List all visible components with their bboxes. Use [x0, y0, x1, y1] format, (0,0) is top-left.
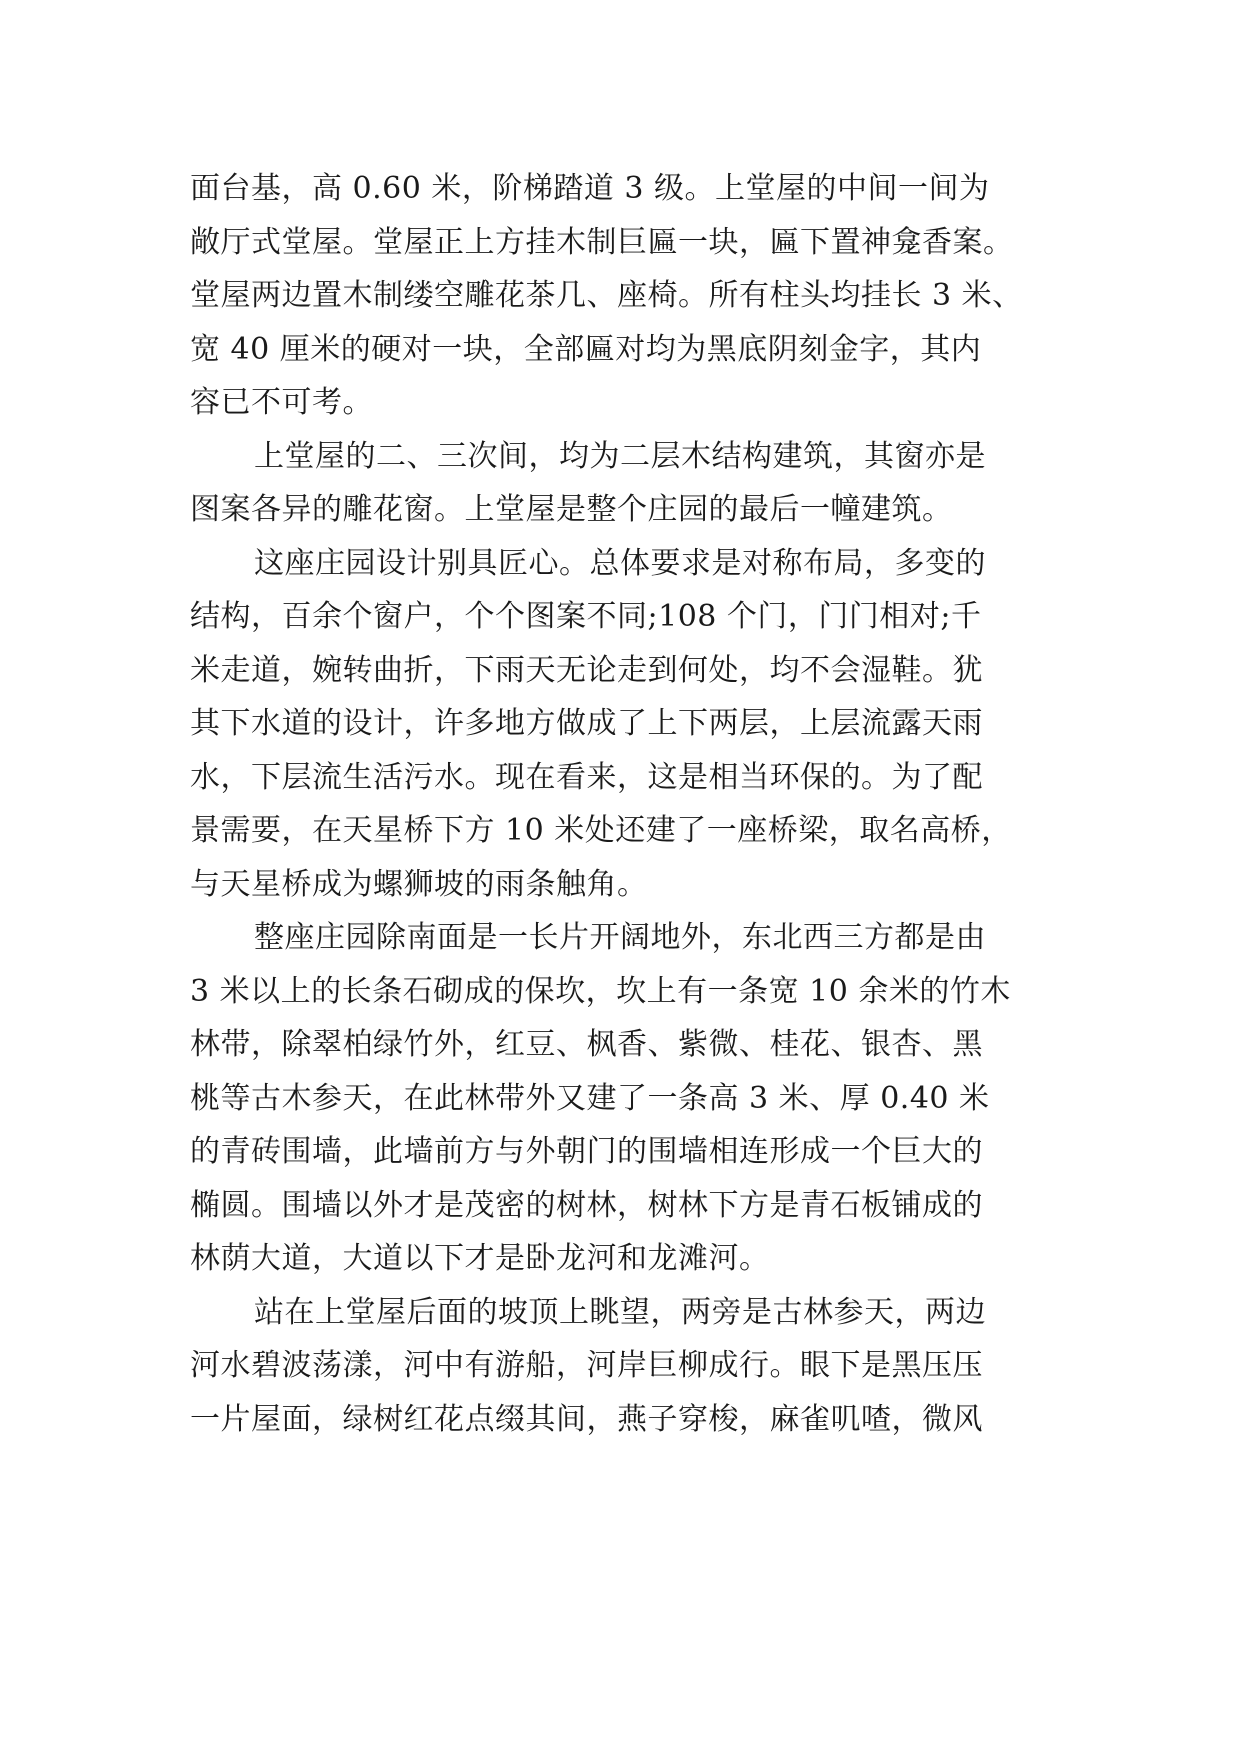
text-line: 敞厅式堂屋。堂屋正上方挂木制巨匾一块，匾下置神龛香案。	[190, 224, 1014, 260]
body-text	[190, 162, 1070, 1446]
text-line: 与天星桥成为螺狮坡的雨条触角。	[190, 866, 648, 902]
text-line: 林荫大道，大道以下才是卧龙河和龙滩河。	[190, 1241, 770, 1276]
text-line: 景需要，在天星桥下方 10 米处还建了一座桥梁，取名高桥，	[190, 813, 1012, 848]
text-line: 其下水道的设计，许多地方做成了上下两层，上层流露天雨	[190, 706, 983, 741]
paragraph-first-line: 这座庄园设计别具匠心。总体要求是对称布局，多变的	[254, 545, 986, 581]
text-line: 3 米以上的长条石砌成的保坎，坎上有一条宽 10 余米的竹木	[190, 973, 1011, 1009]
text-line: 容已不可考。	[190, 385, 373, 420]
text-line: 面台基，高 0.60 米，阶梯踏道 3 级。上堂屋的中间一间为	[190, 171, 990, 206]
text-line: 宽 40 厘米的硬对一块，全部匾对均为黑底阴刻金字，其内	[190, 331, 982, 367]
paragraph-first-line: 整座庄园除南面是一长片开阔地外，东北西三方都是由	[254, 920, 986, 955]
text-line: 的青砖围墙，此墙前方与外朝门的围墙相连形成一个巨大的	[190, 1134, 983, 1169]
text-line: 椭圆。围墙以外才是茂密的树林，树林下方是青石板铺成的	[190, 1187, 983, 1223]
paragraph-first-line: 上堂屋的二、三次间，均为二层木结构建筑，其窗亦是	[254, 438, 986, 474]
text-line: 图案各异的雕花窗。上堂屋是整个庄园的最后一幢建筑。	[190, 492, 953, 527]
text-line: 结构，百余个窗户，个个图案不同;108 个门，门门相对;千	[190, 599, 982, 634]
text-line: 河水碧波荡漾，河中有游船，河岸巨柳成行。眼下是黑压压	[190, 1348, 983, 1383]
text-line: 米走道，婉转曲折，下雨天无论走到何处，均不会湿鞋。犹	[190, 652, 983, 688]
text-line: 林带，除翠柏绿竹外，红豆、枫香、紫微、桂花、银杏、黑	[190, 1027, 983, 1062]
text-line: 堂屋两边置木制缕空雕花茶几、座椅。所有柱头均挂长 3 米、	[190, 278, 1023, 313]
paragraph-first-line: 站在上堂屋后面的坡顶上眺望，两旁是古林参天，两边	[254, 1294, 986, 1330]
text-line: 一片屋面，绿树红花点缀其间，燕子穿梭，麻雀叽喳，微风	[190, 1401, 983, 1437]
text-line: 水，下层流生活污水。现在看来，这是相当环保的。为了配	[190, 759, 983, 795]
text-line: 桃等古木参天，在此林带外又建了一条高 3 米、厚 0.40 米	[190, 1080, 990, 1116]
